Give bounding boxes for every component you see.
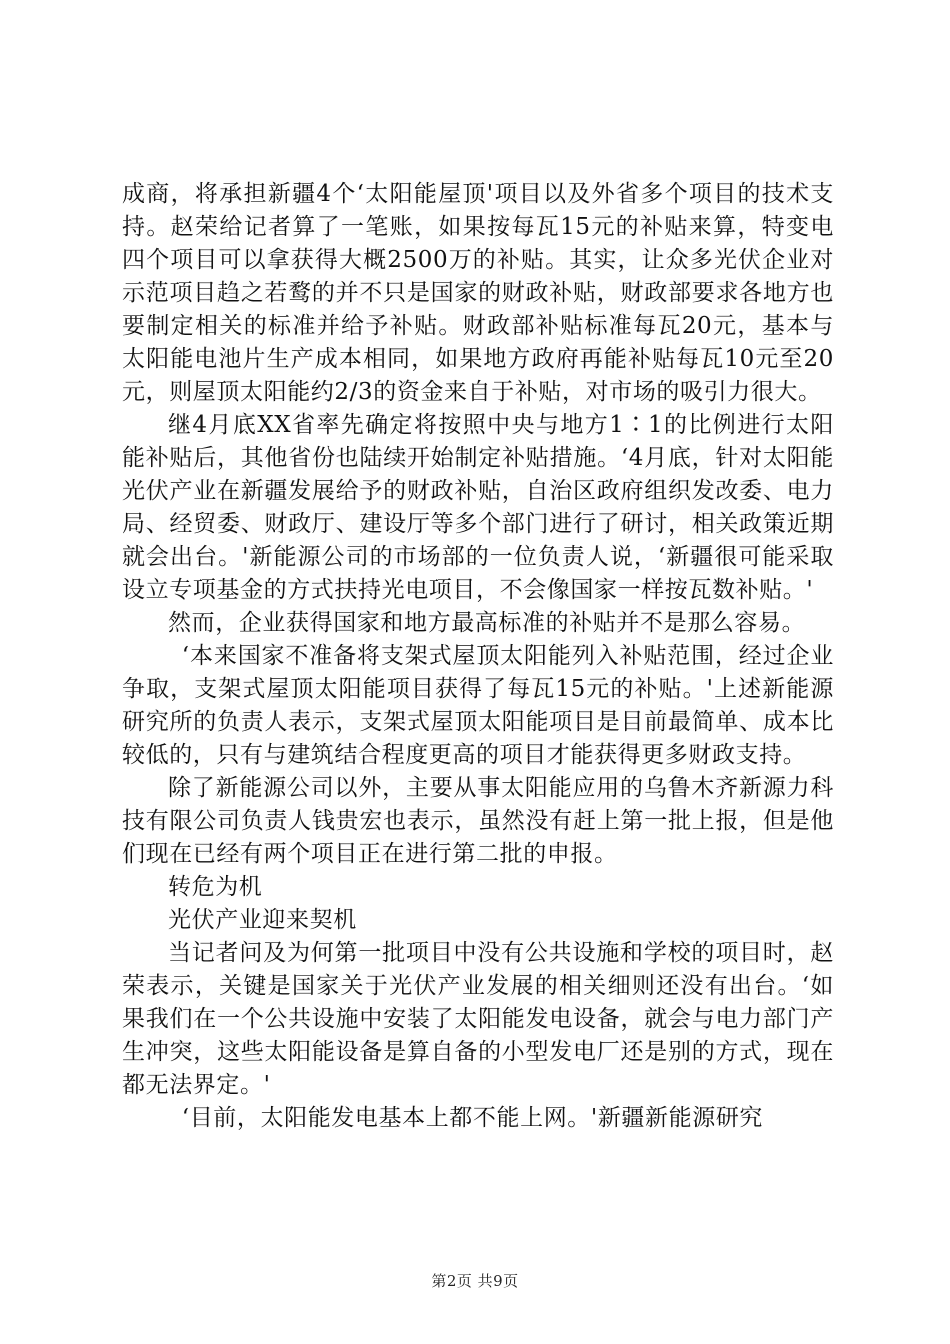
paragraph-public-facilities: 当记者问及为何第一批项目中没有公共设施和学校的项目时，赵荣表示，关键是国家关于光伏产业发展的相关细则还没有出台。‘如果我们在一个公共设施中安装了太阳能发电设备，就会与电力部门产生冲突，这些太阳能设备是算自备的小型发电厂还是别的方式，现在都无法界定。' (122, 940, 834, 1098)
paragraph-continuation: 成商，将承担新疆4个‘太阳能屋顶'项目以及外省多个项目的技术支持。赵荣给记者算了一笔账，如果按每瓦15元的补贴来算，特变电四个项目可以拿获得大概2500万的补贴。其实，让众多光伏企业对示范项目趋之若鹜的并不只是国家的财政补贴，财政部要求各地方也要制定相关的标准并给予补贴。财政部补贴标准每瓦20元，基本与太阳能电池片生产成本相同，如果地方政府再能补贴每瓦10元至20元，则屋顶太阳能约2/3的资金来自于补贴，对市场的吸引力很大。 (122, 181, 834, 405)
paragraph-grid-connection: ‘目前，太阳能发电基本上都不能上网。'新疆新能源研究 (181, 1105, 764, 1131)
paragraph-however: 然而，企业获得国家和地方最高标准的补贴并不是那么容易。 (168, 610, 806, 636)
paragraph-provincial-subsidy: 继4月底XX省率先确定将按照中央与地方1∶1的比例进行太阳能补贴后，其他省份也陆续开始制定补贴措施。‘4月底，针对太阳能光伏产业在新疆发展给予的财政补贴，自治区政府组织发改委、电力局、经贸委、财政厅、建设厅等多个部门进行了研讨，相关政策近期就会出台。'新能源公司的市场部的一位负责人说，‘新疆很可能采取设立专项基金的方式扶持光电项目，不会像国家一样按瓦数补贴。' (122, 412, 834, 603)
page-number-footer: 第2页 共9页 (431, 1272, 519, 1290)
section-subheading-opportunity: 光伏产业迎来契机 (168, 907, 357, 933)
paragraph-bracket-roof-quote: ‘本来国家不准备将支架式屋顶太阳能列入补贴范围，经过企业争取，支架式屋顶太阳能项目获得了每瓦15元的补贴。'上述新能源研究所的负责人表示，支架式屋顶太阳能项目是目前最简单、成本比较低的，只有与建筑结合程度更高的项目才能获得更多财政支持。 (122, 643, 834, 768)
paragraph-xinyuanli: 除了新能源公司以外，主要从事太阳能应用的乌鲁木齐新源力科技有限公司负责人钱贵宏也表示，虽然没有赶上第一批上报，但是他们现在已经有两个项目正在进行第二批的申报。 (122, 775, 834, 867)
document-body (122, 178, 834, 1135)
section-heading-turn-crisis: 转危为机 (168, 874, 263, 900)
